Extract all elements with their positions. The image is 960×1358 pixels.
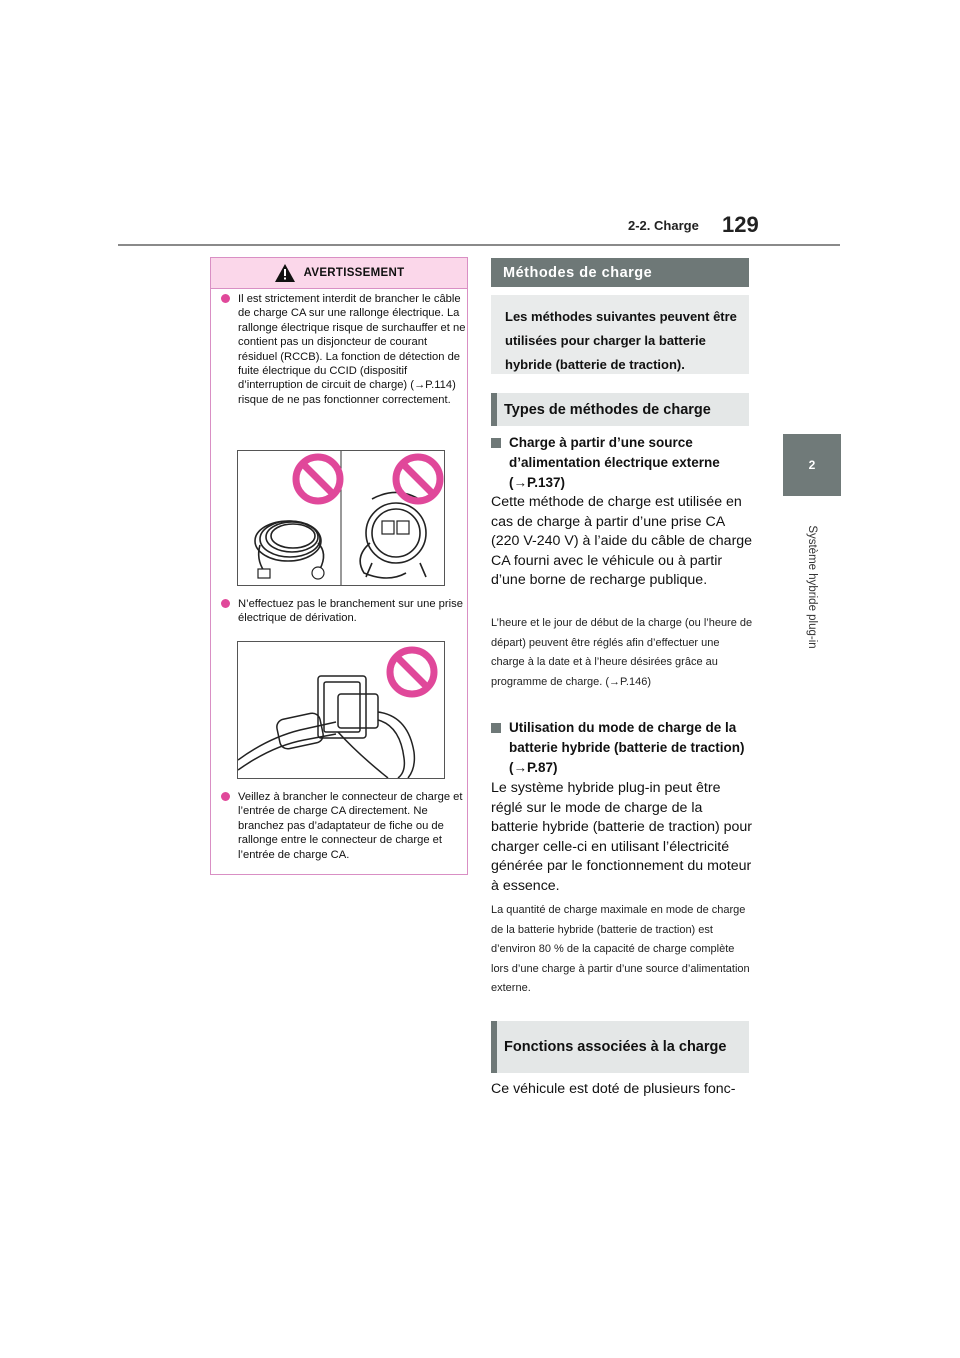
method-note: L’heure et le jour de début de la charge (ou l’heure de départ) peuvent être réglés afin d’effectuer une charge à la date et à l’heure désirées grâce au programme de charge. (→P.146) (491, 617, 753, 688)
chapter-tab (783, 434, 841, 496)
page-number: 129 (722, 212, 759, 237)
method-heading-text: Charge à partir d’une source d’alimentation électrique externe (→P.137) (509, 435, 720, 490)
warning-triangle-icon (274, 263, 296, 283)
square-bullet-icon (491, 438, 501, 448)
bullet-icon (221, 294, 230, 303)
header-rule (118, 244, 840, 246)
subsection-heading: Types de méthodes de charge (491, 393, 749, 426)
prohibited-icon (396, 457, 440, 501)
bullet-icon (221, 599, 230, 608)
warning-item-text: Veillez à brancher le connecteur de charge et l’entrée de charge CA directement. Ne branchez pas d’adaptateur de fiche ou de rallonge entre le connecteur de charge et l’entrée de charge CA. (238, 791, 463, 861)
warning-header (211, 258, 467, 289)
bullet-icon (221, 792, 230, 801)
warning-item-text: N’effectuez pas le branchement sur une prise électrique de dérivation. (238, 598, 463, 625)
chapter-number: 2 (808, 458, 816, 472)
prohibited-icon (390, 650, 434, 694)
prohibited-icon (296, 457, 340, 501)
square-bullet-icon (491, 723, 501, 733)
intro-box (491, 295, 749, 374)
chapter-title: Système hybride plug-in (806, 525, 818, 649)
branch-outlet-figure (237, 641, 445, 779)
extension-cord-illustration (238, 451, 444, 585)
method-heading-text: Utilisation du mode de charge de la batterie hybride (batterie de traction) (→P.87) (509, 720, 745, 775)
method-body: Cette méthode de charge est utilisée en cas de charge à partir d’une prise CA (220 V-240 V) à l’aide du câble de charge CA fourni avec le véhicule ou à partir d’une borne de recharge publique. (491, 494, 753, 589)
chapter-title-vertical (804, 512, 820, 662)
warning-box (210, 257, 468, 875)
intro-text: Les méthodes suivantes peuvent être utilisées pour charger la batterie hybride (batterie de traction). (505, 309, 737, 372)
section-heading: Méthodes de charge (491, 258, 749, 287)
subsection-heading: Fonctions associées à la charge (491, 1021, 749, 1073)
warning-item-text: Il est strictement interdit de brancher le câble de charge CA sur une rallonge électrique. La rallonge électrique risque de surchauffer et ne contient pas un disjoncteur de courant résiduel (RCCB). La fonction de détection de fuite électrique du CCID (dispositif d’interruption de circuit de charge) (→P.114) risque de ne pas fonctionner correctement. (238, 293, 466, 406)
warning-title: AVERTISSEMENT (303, 267, 405, 279)
section-title: 2-2. Charge (628, 218, 699, 233)
extension-cord-figure (237, 450, 445, 586)
branch-outlet-illustration (238, 642, 444, 778)
related-body: Ce véhicule est doté de plusieurs fonc- (491, 1081, 736, 1097)
method-note: La quantité de charge maximale en mode de charge de la batterie hybride (batterie de traction) est d’environ 80 % de la capacité de charge complète lors d’une charge à partir d’une source d’alimentation externe. (491, 904, 750, 994)
method-body: Le système hybride plug-in peut être réglé sur le mode de charge de la batterie hybride (batterie de traction) pour charger celle-ci en utilisant l’électricité générée par le fonctionnement du moteur à essence. (491, 780, 753, 894)
